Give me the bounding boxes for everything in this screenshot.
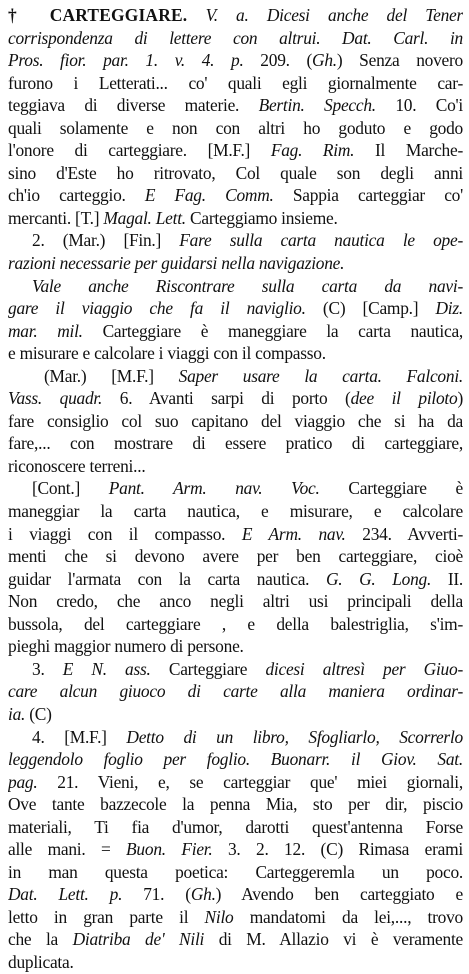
text-segment: 6. Avanti sarpi di porto ( <box>102 388 351 409</box>
italic-segment: E N. ass. <box>44 658 151 679</box>
text-segment: (Mar.) [M.F.] <box>44 365 154 386</box>
text-line <box>8 523 463 546</box>
text-segment: che la <box>8 929 59 950</box>
text-line <box>8 4 463 27</box>
italic-segment: razioni necessarie per guidarsi nella navigazione. <box>8 253 345 274</box>
text-segment: Carteggiare è maneggiare la carta nautica, <box>82 320 463 341</box>
text-segment: l'onore di carteggiare. [M.F.] <box>8 140 251 161</box>
italic-segment: G. G. Long. <box>309 568 432 589</box>
text-line <box>8 568 463 591</box>
text-segment: di M. Allazio vi è veramente <box>204 929 463 950</box>
text-line <box>8 545 463 568</box>
text-line <box>8 365 463 388</box>
text-segment: mercanti. [T.] <box>8 207 100 228</box>
italic-segment: Diz. <box>418 298 463 319</box>
text-segment: teggiava di diverse materie. <box>8 95 240 116</box>
italic-segment: E Arm. nav. <box>225 523 346 544</box>
text-segment: Carteggiamo insieme. <box>185 207 338 228</box>
italic-segment: gare il viaggio che fa il naviglio. <box>8 298 306 319</box>
italic-segment: Saper usare la carta. Falconi. <box>153 365 463 386</box>
italic-segment: Buon. Fier. <box>110 839 213 860</box>
text-segment: riconoscere terreni... <box>8 455 146 476</box>
text-segment: guidar l'armata con la carta nautica. <box>8 568 310 589</box>
text-line <box>8 387 463 410</box>
text-segment: 4. [M.F.] <box>32 726 107 747</box>
italic-segment: mar. mil. <box>8 320 83 341</box>
italic-segment: ia. <box>8 703 26 724</box>
italic-segment: corrispondenza di lettere con altrui. Dat. Carl. in <box>8 27 463 48</box>
text-line <box>8 793 463 816</box>
italic-segment: Nilo <box>188 906 234 927</box>
text-line <box>8 94 463 117</box>
italic-segment: dicesi altresì per Giuo- <box>247 658 463 679</box>
text-segment: Non credo, che anco negli altri usi principali della <box>8 591 463 612</box>
text-line <box>8 748 463 771</box>
text-segment: fare,... con mostrare di essere pratico di carteggiare, <box>8 433 463 454</box>
italic-segment: leggendolo foglio per foglio. Buonarr. il Giov. Sat. <box>8 749 463 770</box>
italic-segment: Diatriba de' Nili <box>58 929 205 950</box>
italic-segment: Gh. <box>190 884 216 905</box>
italic-segment: pag. <box>8 771 38 792</box>
text-line <box>8 838 463 861</box>
text-segment: Carteggiare <box>150 658 248 679</box>
italic-segment: Vass. quadr. <box>8 388 103 409</box>
italic-segment: E Fag. Comm. <box>125 185 274 206</box>
text-line <box>8 500 463 523</box>
text-line <box>8 342 463 365</box>
text-segment: 209. ( <box>243 50 313 71</box>
text-line <box>8 252 463 275</box>
text-line <box>8 861 463 884</box>
text-line <box>8 297 463 320</box>
text-line <box>8 680 463 703</box>
text-segment: i viaggi con il compasso. <box>8 523 226 544</box>
italic-segment: Pant. Arm. nav. Voc. <box>80 478 320 499</box>
text-segment: 3. <box>32 658 45 679</box>
text-line <box>8 117 463 140</box>
text-segment: II. <box>431 568 463 589</box>
text-segment: letto in gran parte il <box>8 906 189 927</box>
text-segment: 2. (Mar.) [Fin.] <box>32 230 162 251</box>
text-line <box>8 184 463 207</box>
italic-segment: dee il piloto <box>350 388 458 409</box>
text-segment: [Cont.] <box>32 478 81 499</box>
text-line <box>8 207 463 230</box>
text-line <box>8 275 463 298</box>
text-line <box>8 229 463 252</box>
italic-segment: Gh. <box>312 50 337 71</box>
text-segment: Sappia carteggiar co' <box>273 185 463 206</box>
text-segment: 10. Co'i <box>375 95 463 116</box>
text-segment: ch'io carteggio. <box>8 185 126 206</box>
text-segment: alle mani. = <box>8 839 111 860</box>
text-segment: Carteggiare è <box>319 478 463 499</box>
text-line <box>8 455 463 478</box>
text-line <box>8 816 463 839</box>
text-segment: sino d'Este ho ritrovato, Col quale son degli anni <box>8 162 463 183</box>
text-line <box>8 320 463 343</box>
text-line <box>8 951 463 974</box>
italic-segment: Vale anche Riscontrare sulla carta da navi- <box>32 275 463 296</box>
text-segment: maneggiar la carta nautica, e misurare, e calcolare <box>8 501 463 522</box>
italic-segment: Fag. Rim. <box>250 140 355 161</box>
text-line <box>8 703 463 726</box>
text-segment: pieghi maggior numero di persone. <box>8 636 244 657</box>
text-segment: ) Avendo ben carteggiato e <box>215 884 463 905</box>
text-line <box>8 72 463 95</box>
text-segment: duplicata. <box>8 951 74 972</box>
text-line <box>8 139 463 162</box>
text-segment: e misurare e calcolare i viaggi con il compasso. <box>8 343 326 364</box>
text-segment: 3. 2. 12. (C) Rimasa erami <box>212 839 463 860</box>
text-segment: 234. Avverti- <box>345 523 463 544</box>
text-line <box>8 635 463 658</box>
text-segment: 71. ( <box>122 884 191 905</box>
text-segment: (C) <box>25 703 52 724</box>
text-segment: Il Marche- <box>354 140 463 161</box>
text-line <box>8 658 463 681</box>
italic-segment: Magal. Lett. <box>99 207 186 228</box>
italic-segment: Detto di un libro, Sfogliarlo, Scorrerlo <box>106 726 463 747</box>
text-line <box>8 410 463 433</box>
text-segment: mandatomi da lei,..., trovo <box>233 906 463 927</box>
text-segment: fare consiglio col suo capitano del viaggio che si ha da <box>8 410 463 431</box>
italic-segment: Fare sulla carta nautica le ope- <box>161 230 463 251</box>
text-line <box>8 162 463 185</box>
italic-segment: care alcun giuoco di carte alla maniera ordinar- <box>8 681 463 702</box>
text-segment: ) <box>457 388 463 409</box>
text-line <box>8 49 463 72</box>
text-segment: furono i Letterati... co' quali egli giornalmente car- <box>8 72 463 93</box>
text-segment: in man questa poetica: Carteggeremla un poco. <box>8 861 463 882</box>
text-line <box>8 432 463 455</box>
text-line <box>8 771 463 794</box>
text-line <box>8 477 463 500</box>
text-line <box>8 590 463 613</box>
text-segment: (C) [Camp.] <box>305 298 419 319</box>
text-line <box>8 613 463 636</box>
text-line <box>8 27 463 50</box>
text-segment: 21. Vieni, e, se carteggiar que' miei giornali, <box>37 771 463 792</box>
italic-segment: V. a. Dicesi anche del Tener <box>187 5 463 25</box>
text-segment: Ove tante bazzecole la penna Mia, sto per dir, piscio <box>8 794 463 815</box>
text-segment: ) Senza novero <box>336 50 463 71</box>
text-segment: quali solamente e non con altri ho goduto e godo <box>8 117 463 138</box>
text-line <box>8 883 463 906</box>
italic-segment: Pros. fior. par. 1. v. 4. p. <box>8 50 244 71</box>
text-segment: materiali, Ti fia d'umor, darotti quest'antenna Forse <box>8 816 463 837</box>
text-segment: menti che si devono avere per ben carteggiare, cioè <box>8 546 463 567</box>
text-line <box>8 928 463 951</box>
text-line <box>8 726 463 749</box>
text-segment: bussola, del carteggiare , e della balestriglia, s'im- <box>8 613 463 634</box>
text-line <box>8 906 463 929</box>
italic-segment: Dat. Lett. p. <box>8 884 123 905</box>
italic-segment: Bertin. Specch. <box>239 95 376 116</box>
entry-headword: † CARTEGGIARE. <box>8 5 188 25</box>
